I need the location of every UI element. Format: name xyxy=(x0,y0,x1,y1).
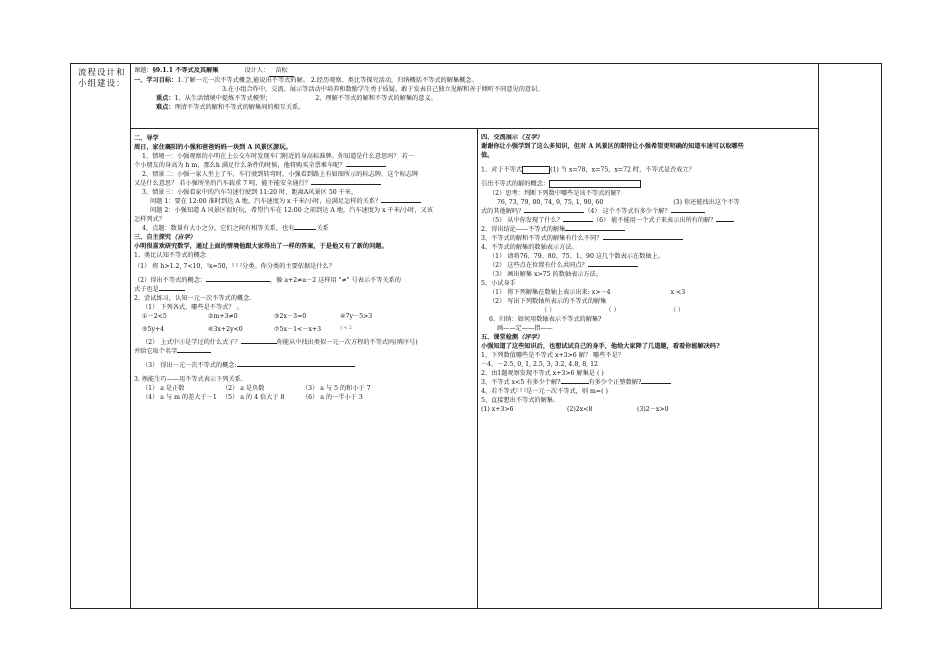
scenario-3-question-2: 问题 2：小强知道 A 风景区很好玩，希望汽车在 12:00 之前到达 A 地，汽车速度为 x 千米/小时，又该 xyxy=(150,206,433,214)
discovery-question: （5） 从中你发现了什么？ xyxy=(489,216,563,224)
solution-concept: 引出不等式的解的概念： xyxy=(481,180,550,188)
number-line-step-1: （1） 请将76、79、80、75、1、90 这几个数表示在数轴上。 xyxy=(489,252,664,260)
section-3-title: 三、自主探究 xyxy=(134,233,172,241)
fraction-glyph: ▯ < 2 xyxy=(340,325,352,331)
answer-blank[interactable] xyxy=(346,166,386,167)
designer-label: 设计人： xyxy=(244,67,270,74)
think-question-3: (3) 你还能找出这个不等 xyxy=(673,198,740,206)
inquiry-1: 1、类比认知不等式的概念 xyxy=(134,251,206,259)
conclusion-solution-set: 2、得出结论——不等式的解集 xyxy=(481,225,566,233)
test-1-numbers: －4，－2.5, 0, 1, 2.5, 3, 3.2, 4.8, 8, 12 xyxy=(481,360,598,368)
number-line-method: 4、不等式的解集的数轴表示方法。 xyxy=(481,243,578,251)
intro-text: 周日，家住襄阳的小强和爸爸妈妈一块到 A 风景区游玩。 xyxy=(134,143,292,151)
goal-2: 3.在小组合作中，交流、展示等活动中培养和数励学生勇于质疑、敢于发表自己独立见解和善于倾听不同意见的意识。 xyxy=(222,85,544,93)
fraction-glyph: ▯ ▯ ▯ xyxy=(515,387,527,393)
answer-paren-3: （ ） xyxy=(669,306,685,314)
exchange-section xyxy=(481,134,813,415)
difficulty-label: 难点： xyxy=(156,103,175,111)
inquiry-3-part-1: （1） 下列各式，哪些是不等式？ 。 xyxy=(142,303,243,311)
test-3-tail: 有多少个正整数解? xyxy=(588,378,642,386)
section-4-intro: 谢谢你让小强学到了这么多知识，但对 A 风景区的期待让小强希望更明确的知道车速可以取哪些 xyxy=(481,142,744,150)
test-3: 3、不等式 x<5 有多少个解? xyxy=(481,378,561,386)
try-it-title: 5、小试身手 xyxy=(481,279,516,287)
table-top-border xyxy=(70,63,882,64)
option-4: ④7y－5>3 xyxy=(340,312,373,320)
inquiry-3: 2、尝试练习，认知一元一次不等式的概念. xyxy=(134,294,252,302)
inquiry-1-question: （1） 将 h>1.2, 7<10， xyxy=(134,262,207,270)
option-7: ⑦5x－1<－x+3 xyxy=(274,325,322,333)
table-right-border xyxy=(881,63,882,609)
exercise-1-tail: (1) 当 x=78，x=75，x=72 时，不等式是否成立？ xyxy=(550,166,695,174)
process-design-label: 流程设计和小组建设： xyxy=(78,68,126,90)
table-left-border xyxy=(70,63,71,609)
test-5-option-2: (2)2x<8 xyxy=(567,405,593,413)
summary-question: 6、归纳：如何用数轴表示不等式的解集? xyxy=(489,315,602,323)
answer-blank[interactable] xyxy=(563,221,593,222)
summary-steps: 画——定——指—— xyxy=(497,324,553,332)
test-4: 4、若不等式 xyxy=(481,387,516,395)
test-5-option-3: (3)2－x>0 xyxy=(637,405,669,413)
answer-blank[interactable] xyxy=(159,290,185,291)
inquiry-3-part-2-tail: 你能从中找出类似一元一次方程的不等式吗(填序号) xyxy=(276,338,418,346)
goal-1: 1.了解一元一次不等式概念,能说出不等式的解。 2.经历观察、类比等探究活动，归纳概括不等式的解集概念。 xyxy=(177,76,478,84)
scenario-3-question-2-cont: 怎样列式？ xyxy=(134,215,165,223)
section-4-intro-2: 值。 xyxy=(481,151,494,159)
option-1: ①－2<5 xyxy=(142,312,167,320)
section-5-intro: 小强知道了这些知识后，也想试试自己的身手，他给大家降了几道题，看看你能解决吗? xyxy=(481,342,720,350)
exercise-1: 1、对于不等式 xyxy=(481,166,523,174)
section-4-tag: （互学） xyxy=(518,134,543,141)
answer-blank[interactable] xyxy=(311,184,381,185)
fraction-glyph: ▯ ▯ ▯ xyxy=(231,263,243,269)
point-topic: 4、点题：数量有大小之分，它们之间有相等关系，也有 xyxy=(142,224,295,232)
answer-blank[interactable] xyxy=(561,383,589,384)
try-it-1-tail: x <3 xyxy=(670,288,686,296)
section-5-title: 五、课堂检测 xyxy=(481,333,519,341)
answer-box[interactable] xyxy=(549,180,641,188)
test-4-tail: 是一元一次不等式，则 m=( ) xyxy=(526,387,608,395)
think-question: （2）思考：判断下列数中哪些是该不等式的解? xyxy=(489,189,621,197)
notes-column-divider xyxy=(818,63,819,609)
inquiry-3-part-3: （3） 得出一元一次不等式的概念: xyxy=(142,361,237,369)
inquiry-2-tail: ，像 a+2≠a－2 这样用 "≠" 号表示不等关系的 xyxy=(270,276,401,284)
relation-2: （2） a 是负数 xyxy=(222,384,265,392)
lesson-title: §9.1.1 不等式及其解集 xyxy=(152,67,219,74)
section-3-tag: （自学） xyxy=(171,233,196,241)
answer-blank[interactable] xyxy=(588,266,638,267)
center-column-divider xyxy=(477,128,478,608)
relation-4: （4） a 与 m 的差大于－1 xyxy=(142,393,217,401)
scenario-1-line-2: 个小朋友的身高为 h m，那么h 满足什么条件的时候，他将购买全票乘车呢？ xyxy=(134,161,346,169)
test-5-option-1: (1) x+3>6 xyxy=(481,405,514,413)
table-bottom-border xyxy=(70,608,882,609)
relation-6: （6） a 的一半小于 3 xyxy=(302,393,363,401)
lesson-prefix: 课题： xyxy=(134,67,153,74)
answer-blank[interactable] xyxy=(294,229,316,230)
table-header-divider xyxy=(130,128,818,129)
how-many-solutions: （4） 这个不等式有多少个解？ xyxy=(584,207,671,215)
section-2-title: 二、导学 xyxy=(134,135,159,142)
test-1: 1、下列数值哪些是不等式 x+3>6 解？ 哪些不是？ xyxy=(481,351,624,359)
expression-question: （6） 能不能用一个式子来表示出所有的解？ xyxy=(592,216,717,224)
inequality-formula-box xyxy=(522,166,550,174)
goals-label: 一、学习目标： xyxy=(134,76,178,84)
key-1: 1、从生活情境中提炼不等式模型； xyxy=(174,94,272,102)
other-solutions: 式的其他解吗？ xyxy=(481,207,525,215)
option-5: ⑤5y+4 xyxy=(142,325,165,333)
lesson-header xyxy=(134,67,814,113)
scenario-3-line-1: 3、情景三：小强看家中的汽车匀速行驶到 11:20 时，距离A风景区 50 千米， xyxy=(142,188,358,196)
inquiry-2-question: （2）得出不等式的概念： xyxy=(134,276,206,284)
answer-blank[interactable] xyxy=(565,230,625,231)
inquiry-1-tail: 分类。你分类的主要依据是什么？ xyxy=(242,262,335,270)
answer-blank[interactable] xyxy=(671,212,705,213)
key-label: 重点： xyxy=(156,94,175,102)
test-5: 5、直接想出不等式的解集. xyxy=(481,396,555,404)
option-2: ②m+3≠0 xyxy=(208,312,238,320)
fraction-glyph: ▯ xyxy=(206,263,210,269)
inquiry-1-mid: x=50， xyxy=(209,262,232,270)
section-4-title: 四、交流展示 xyxy=(481,134,519,141)
answer-blank[interactable] xyxy=(716,221,734,222)
answer-blank[interactable] xyxy=(237,366,355,367)
designer-name: 苗松 xyxy=(269,67,293,77)
answer-blank[interactable] xyxy=(177,352,211,353)
scenario-2-line-2: 又是什么意思？ 若小强所坐的汽车载重 7 吨，能不能安全通行？ xyxy=(134,179,311,187)
section-5-tag: （评学） xyxy=(518,333,543,341)
candidate-numbers: 76, 73, 79, 80, 74, 9, 75, 1, 90, 60 xyxy=(497,198,604,206)
label-column-divider xyxy=(130,63,131,609)
try-it-2: （2） 写出下列数轴所表示的不等式的解集 xyxy=(489,297,607,305)
point-topic-tail: 关系 xyxy=(316,224,329,232)
answer-blank[interactable] xyxy=(381,202,421,203)
scenario-1-line-1: 1、情境一：小强观察的小明在上公交车时发现车门附近的身高标准牌。你知道是什么意思吗？ 若一 xyxy=(142,152,414,160)
answer-blank[interactable] xyxy=(524,212,584,213)
key-2: 2、理解不等式的解和不等式的解集的意义。 xyxy=(315,94,437,102)
relation-5: （5） a 的 4 倍大于 8 xyxy=(222,393,285,401)
scenario-2-line-1: 2、情景二：小强一家人坐上了车，车行驶到转弯时，小强看到路上有如图所示的标志牌，这个标志牌 xyxy=(142,170,419,178)
section-3-intro: 小明很喜欢研究数学，通过上面的情境他跟大家得出了一样的答案，于是他又有了新的问题。 xyxy=(134,242,388,250)
number-line-step-2: （2） 这些点在位置有什么共同点？ xyxy=(489,261,588,269)
answer-blank[interactable] xyxy=(603,239,683,240)
difficulty-text: 理清不等式的解和不等式的解集间的相互关系。 xyxy=(174,103,305,111)
inquiry-2-line-2: 式子也是 xyxy=(134,285,159,293)
difference-question: 3、不等式的解和不等式的解集有什么不同？ xyxy=(481,234,603,242)
practice-title: 3. 熟能生巧——用不等式表示下列关系. xyxy=(134,375,243,383)
number-line-step-3: （3） 画出解集 x>75 的数轴表示方法。 xyxy=(489,270,603,278)
test-2: 2、由1题观察发现不等式 x+3>6 解集是 ( ) xyxy=(481,369,604,377)
scenario-3-question-1: 问题 1：要在 12:00 准时到达 A 地，汽车速度为 x 千米/小时，应满足怎样的关系？ xyxy=(150,197,382,205)
guided-study-section xyxy=(134,134,474,403)
inquiry-3-name-it: 并给它取个名字 xyxy=(134,347,178,355)
answer-blank[interactable] xyxy=(241,343,277,344)
answer-paren-1: （ ） xyxy=(541,306,556,314)
answer-blank[interactable] xyxy=(206,281,270,282)
option-3: ③2x－3=0 xyxy=(274,312,307,320)
answer-paren-2: （ ） xyxy=(605,306,620,314)
try-it-1: （1） 将下列解集在数轴上表示出来: x>－4 xyxy=(489,288,611,296)
option-6: ⑥3x+2y<0 xyxy=(208,325,243,333)
relation-1: （1） a 是正数 xyxy=(142,384,185,392)
relation-3: （3） a 与 5 的和小于 7 xyxy=(302,384,371,392)
inquiry-3-part-2: （2） 上式中③是学过的什么式子？ xyxy=(142,338,241,346)
answer-blank[interactable] xyxy=(641,383,671,384)
